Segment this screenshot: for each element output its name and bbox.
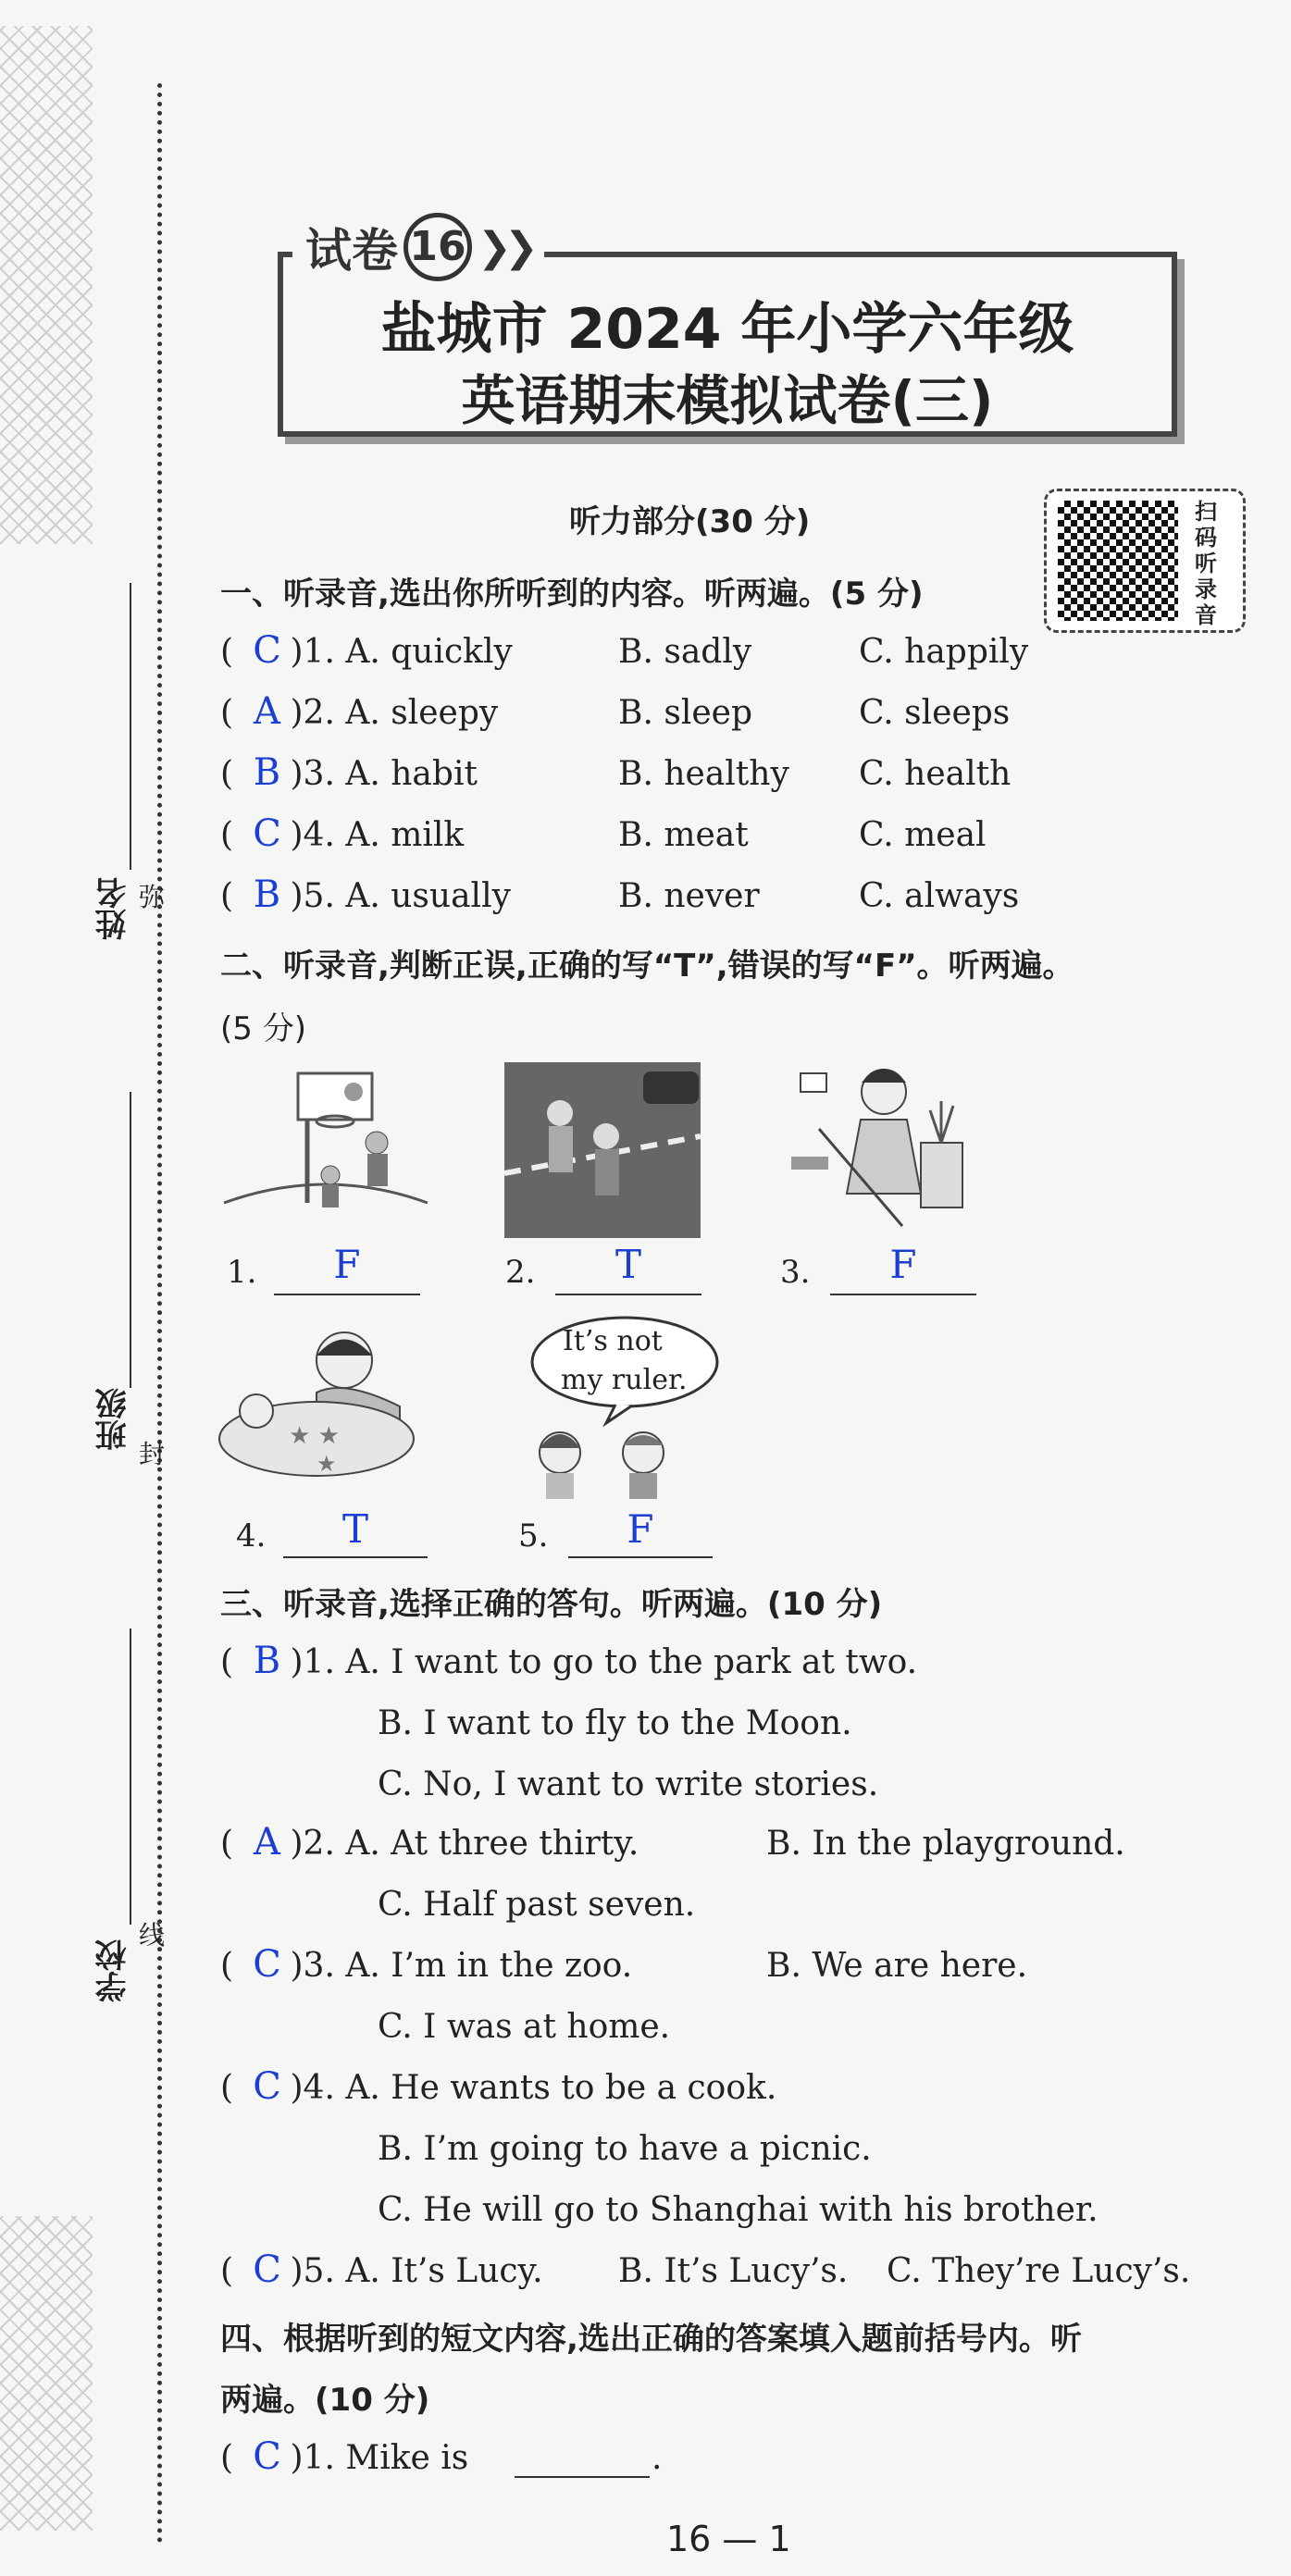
item-num: )1. [290, 1643, 335, 1681]
s3-q5-c: C. They’re Lucy’s. [887, 2252, 1191, 2290]
s2-blank-4[interactable] [283, 1556, 428, 1558]
s1-option-c: C. always [859, 877, 1020, 915]
s2-answer-4: T [341, 1506, 368, 1552]
qr-code-icon [1058, 501, 1178, 621]
option-a: A. I’m in the zoo. [345, 1947, 633, 1985]
badge-number: 16 [403, 213, 472, 281]
answer: C [253, 1943, 281, 1986]
s3-q3-c: C. I was at home. [378, 2008, 671, 2046]
item-num: )2. [290, 1825, 335, 1863]
page-number: 16 — 1 [666, 2519, 791, 2559]
s2-answer-2: T [614, 1242, 641, 1287]
section4-title-2: 两遍。(10 分) [220, 2382, 430, 2419]
s2-blank-5[interactable] [568, 1556, 713, 1558]
margin-hatch-bottom [0, 2216, 93, 2531]
s4-q1-end: . [652, 2439, 663, 2477]
option-a: A. habit [345, 755, 478, 793]
item-num: )1. [290, 2439, 335, 2477]
s1-item: ( B )3. A. habit [220, 751, 478, 794]
title-line-1: 盐城市 2024 年小学六年级 [380, 297, 1074, 362]
answer: C [253, 2435, 281, 2478]
class-line [130, 1092, 131, 1388]
bubble-line-2: my ruler. [561, 1364, 688, 1396]
s3-q3: ( C )3. A. I’m in the zoo. [220, 1943, 633, 1986]
s3-q2-b: B. In the playground. [766, 1825, 1125, 1863]
s2-answer-3: F [889, 1242, 917, 1287]
school-label: 学校 [95, 1939, 132, 2002]
section1-title: 一、听录音,选出你所听到的内容。听两遍。(5 分) [220, 576, 924, 613]
option-a: A. milk [345, 816, 465, 854]
s1-item: ( A )2. A. sleepy [220, 690, 499, 733]
qr-caption: 扫码听录音 [1195, 499, 1217, 628]
section4-title-1: 四、根据听到的短文内容,选出正确的答案填入题前括号内。听 [220, 2321, 1082, 2358]
s2-num-1: 1. [227, 1254, 257, 1291]
option-a: A. At three thirty. [345, 1825, 639, 1863]
name-line [130, 583, 131, 870]
margin-char-xian: 线 [139, 1920, 166, 1951]
option-a: A. quickly [345, 633, 513, 671]
s2-blank-3[interactable] [830, 1294, 976, 1295]
s3-q4: ( C )4. A. He wants to be a cook. [220, 2065, 777, 2108]
s3-q5: ( C )5. A. It’s Lucy. [220, 2248, 543, 2291]
option-a: A. It’s Lucy. [345, 2252, 543, 2290]
s1-option-c: C. health [859, 755, 1012, 793]
s4-q1-blank[interactable] [515, 2476, 650, 2478]
s2-num-3: 3. [780, 1254, 811, 1291]
item-num: )3. [290, 1947, 335, 1985]
class-label: 班级 [95, 1388, 132, 1451]
answer: C [253, 629, 281, 672]
s1-option-b: B. sadly [618, 633, 752, 671]
answer: C [253, 812, 281, 855]
margin-char-feng: 封 [139, 1439, 166, 1469]
s3-q3-b: B. We are here. [766, 1947, 1028, 1985]
answer: C [253, 2065, 281, 2108]
s3-q2-c: C. Half past seven. [378, 1886, 696, 1924]
s3-q1: ( B )1. A. I want to go to the park at two. [220, 1640, 918, 1682]
s2-answer-1: F [333, 1242, 361, 1287]
answer: A [254, 1821, 280, 1864]
section2-title: 二、听录音,判断正误,正确的写“T”,错误的写“F”。听两遍。 [220, 947, 1074, 985]
answer: C [253, 2248, 281, 2291]
s3-q4-b: B. I’m going to have a picnic. [378, 2130, 872, 2168]
option-a: A. I want to go to the park at two. [345, 1643, 918, 1681]
bubble-line-1: It’s not [563, 1325, 663, 1357]
s3-q2: ( A )2. A. At three thirty. [220, 1821, 639, 1864]
s1-option-b: B. meat [618, 816, 749, 854]
school-line [130, 1629, 131, 1925]
s2-num-2: 2. [505, 1254, 536, 1291]
margin-char-mi: 弥 [139, 882, 166, 912]
listening-title: 听力部分(30 分) [569, 503, 811, 540]
s1-item: ( C )1. A. quickly [220, 629, 513, 672]
s2-num-5: 5. [518, 1517, 549, 1554]
s1-option-b: B. never [618, 877, 760, 915]
option-a: A. He wants to be a cook. [345, 2069, 777, 2107]
badge-text: 试卷 [305, 224, 398, 278]
s1-item: ( C )4. A. milk [220, 812, 465, 855]
answer: B [253, 751, 281, 794]
answer: B [253, 873, 281, 916]
qr-code[interactable] [1044, 489, 1246, 633]
answer: A [254, 690, 280, 733]
s1-item: ( B )5. A. usually [220, 873, 511, 916]
s3-q5-b: B. It’s Lucy’s. [618, 2252, 849, 2290]
item-num: )5. [290, 2252, 335, 2290]
picture-basketball [215, 1064, 437, 1221]
item-num: )5. [290, 877, 335, 915]
s4-q1: ( C )1. Mike is [220, 2435, 469, 2478]
s2-answer-5: F [627, 1506, 654, 1552]
picture-road [504, 1062, 701, 1238]
arrows-icon: ❯❯ [478, 223, 531, 271]
binding-line [157, 83, 162, 2545]
option-a: A. sleepy [345, 694, 499, 732]
title-line-2: 英语期末模拟试卷(三) [461, 369, 994, 432]
s1-option-b: B. sleep [618, 694, 752, 732]
s1-option-c: C. happily [859, 633, 1029, 671]
item-num: )4. [290, 816, 335, 854]
paper-badge [292, 215, 544, 279]
svg-text:★: ★ [317, 1451, 337, 1477]
picture-sick-child [215, 1323, 437, 1480]
s2-num-4: 4. [236, 1517, 267, 1554]
picture-sweeping [782, 1055, 967, 1235]
section2-score: (5 分) [220, 1010, 306, 1047]
s1-option-c: C. sleeps [859, 694, 1011, 732]
svg-text:★ ★: ★ ★ [289, 1422, 340, 1450]
s3-q1-c: C. No, I want to write stories. [378, 1765, 879, 1803]
s2-blank-1[interactable] [274, 1294, 420, 1295]
s3-q1-b: B. I want to fly to the Moon. [378, 1704, 852, 1742]
s1-option-c: C. meal [859, 816, 987, 854]
section3-title: 三、听录音,选择正确的答句。听两遍。(10 分) [220, 1586, 883, 1623]
name-label: 姓名 [95, 877, 132, 940]
item-num: )3. [290, 755, 335, 793]
question-text: Mike is [345, 2439, 469, 2477]
item-num: )4. [290, 2069, 335, 2107]
item-num: )1. [290, 633, 335, 671]
margin-hatch-top [0, 26, 93, 544]
s2-blank-2[interactable] [555, 1294, 701, 1295]
answer: B [253, 1640, 281, 1682]
s3-q4-c: C. He will go to Shanghai with his brother. [378, 2191, 1099, 2229]
item-num: )2. [290, 694, 335, 732]
option-a: A. usually [345, 877, 511, 915]
s1-option-b: B. healthy [618, 755, 789, 793]
